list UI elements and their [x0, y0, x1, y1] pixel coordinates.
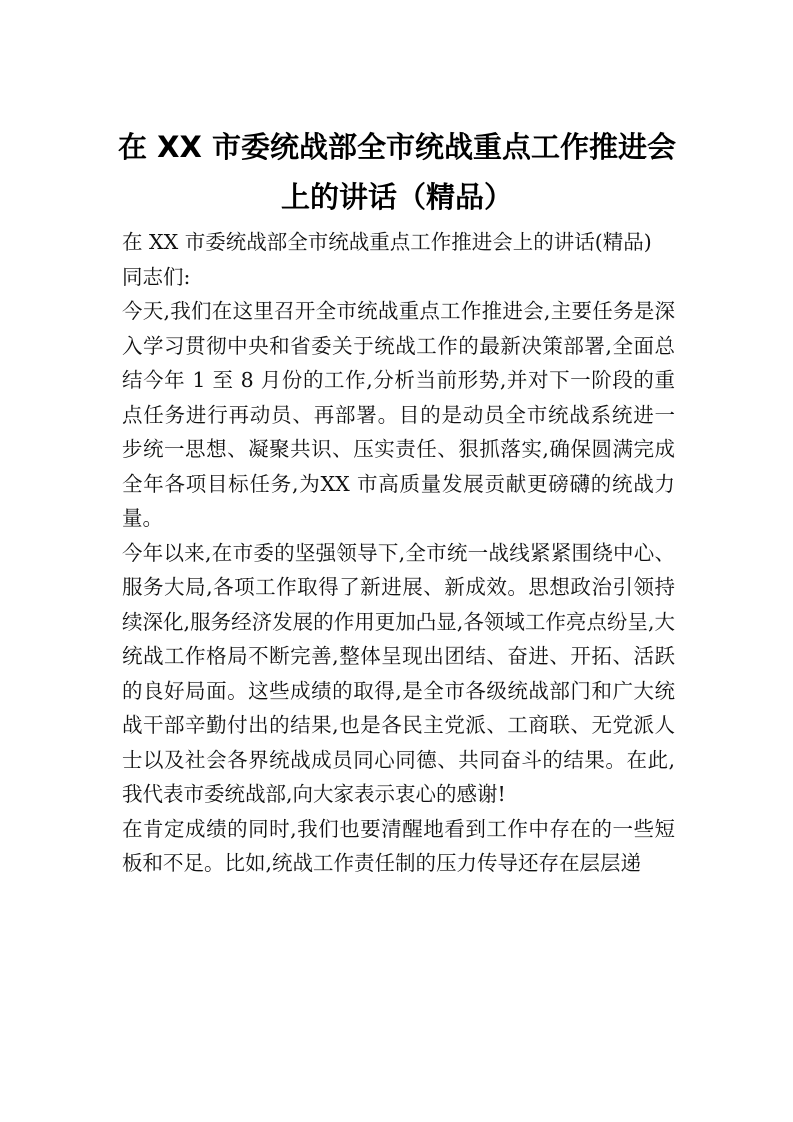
- document-title: 在 XX 市委统战部全市统战重点工作推进会上的讲话（精品）: [118, 130, 676, 214]
- paragraph-shortcomings: 在肯定成绩的同时,我们也要清醒地看到工作中存在的一些短板和不足。比如,统战工作责任制的压力传导还存在层层递: [122, 816, 675, 875]
- paragraph-heading-repeat: 在 XX 市委统战部全市统战重点工作推进会上的讲话(精品): [122, 230, 652, 254]
- document-body: [122, 225, 675, 881]
- paragraph-achievements: 今年以来,在市委的坚强领导下,全市统一战线紧紧围绕中心、服务大局,各项工作取得了新进展、新成效。思想政治引领持续深化,服务经济发展的作用更加凸显,各领域工作亮点纷呈,大统战工作格局不断完善,整体呈现出团结、奋进、开拓、活跃的良好局面。这些成绩的取得,是全市各级统战部门和广大统战干部辛勤付出的结果,也是各民主党派、工商联、无党派人士以及社会各界统战成员同心同德、共同奋斗的结果。在此,我代表市委统战部,向大家表示衷心的感谢!: [122, 540, 675, 806]
- paragraph-intro: 今天,我们在这里召开全市统战重点工作推进会,主要任务是深入学习贯彻中央和省委关于统战工作的最新决策部署,全面总结今年 1 至 8 月份的工作,分析当前形势,并对下一阶段的重点任务进行再动员、再部署。目的是动员全市统战系统进一步统一思想、凝聚共识、压实责任、狠抓落实,确保圆满完成全年各项目标任务,为XX 市高质量发展贡献更磅礴的统战力量。: [122, 299, 675, 530]
- paragraph-salutation: 同志们:: [122, 264, 191, 289]
